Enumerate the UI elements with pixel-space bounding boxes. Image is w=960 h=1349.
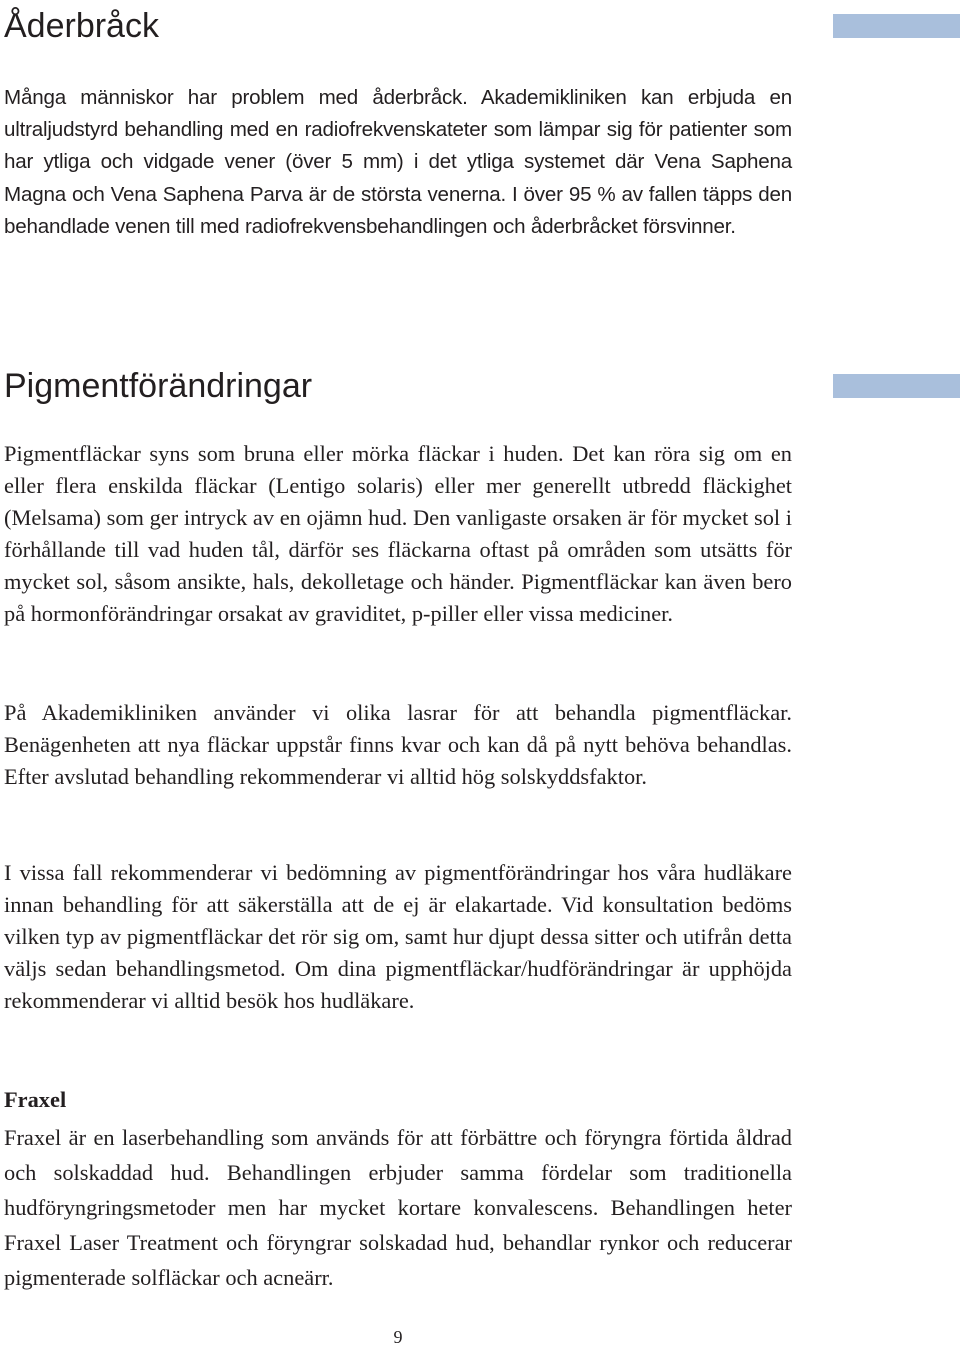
subheading-fraxel: Fraxel — [4, 1087, 67, 1112]
section-heading-pigment: Pigmentförändringar — [4, 367, 313, 405]
paragraph-pigment-treatment: På Akademikliniken använder vi olika lasrar för att behandla pigmentfläckar. Benägenheten att nya fläckar uppstår finns kvar och kan då på nytt behöva behandlas. Efter avslutad behandling rekommenderar vi alltid hög solskyddsfaktor. — [4, 700, 792, 790]
paragraph-fraxel: Fraxel är en laserbehandling som används för att förbättre och föryngra förtida åldrad och solskaddad hud. Behandlingen erbjuder samma fördelar som traditionella hudföryngringsmetoder men har mycket kortare konvalescens. Behandlingen heter Fraxel Laser Treatment och föryngrar solskadad hud, behandlar rynkor och reducerar pigmenterade solfläckar och acneärr. — [4, 1125, 792, 1290]
page-number: 9 — [393, 1327, 403, 1347]
section-marker-bar — [833, 14, 960, 38]
paragraph-aderbrack: Många människor har problem med åderbråck. Akademikliniken kan erbjuda en ultraljudstyrd behandling med en radiofrekvenskateter som lämpar sig för patienter som har ytliga och vidgade vener (över 5 mm) i det ytliga systemet där Vena Saphena Magna och Vena Saphena Parva är de största venerna. I över 95 % av fallen täpps den behandlade venen till med radiofrekvensbehandlingen och åderbråcket försvinner. — [4, 86, 792, 238]
paragraph-pigment-intro: Pigmentfläckar syns som bruna eller mörka fläckar i huden. Det kan röra sig om en eller flera enskilda fläckar (Lentigo solaris) eller mer generellt utbredd fläckighet (Melsama) som ger intryck av en ojämn hud. Den vanligaste orsaken är för mycket sol i förhållande till vad huden tål, därför ses fläckarna oftast på områden som utsätts för mycket sol, såsom ansikte, hals, dekolletage och händer. Pigmentfläckar kan även bero på hormonförändringar orsakat av graviditet, p-piller eller vissa mediciner. — [4, 441, 792, 627]
section-marker-bar — [833, 374, 960, 398]
paragraph-pigment-assessment: I vissa fall rekommenderar vi bedömning av pigmentförändringar hos våra hudläkare innan behandling för att säkerställa att de ej är elakartade. Vid konsultation bedöms vilken typ av pigmentfläckar det rör sig om, samt hur djupt dessa sitter och utifrån detta väljs sedan behandlingsmetod. Om dina pigmentfläckar/hudförändringar är upphöjda rekommenderar vi alltid besök hos hudläkare. — [4, 860, 792, 1014]
section-heading-aderbrack: Åderbråck — [4, 7, 159, 45]
